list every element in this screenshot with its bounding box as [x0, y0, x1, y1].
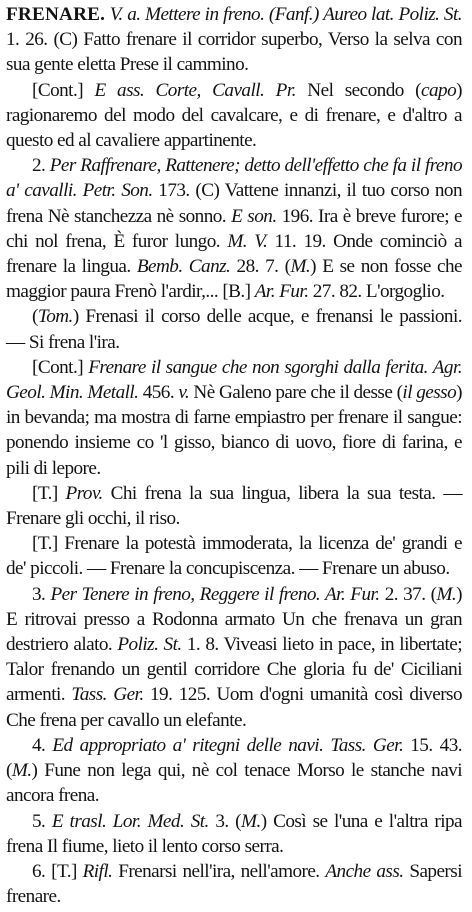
text-run: ) E ritrovai presso a Rodonna armato Un che frenava un gran destriero alato. [6, 583, 462, 656]
text-run: ) Fune non lega qui, nè col tenace Morso le stanche navi ancora frena. [6, 760, 462, 807]
text-run: Sapersi frenare. [6, 860, 462, 908]
text-run: [Cont.] [32, 79, 95, 101]
entry-paragraph-2 [6, 78, 462, 154]
entry-paragraph-6 [6, 481, 462, 531]
entry-paragraph-10 [6, 809, 462, 859]
italic-run: E ass. Corte, Cavall. Pr. [94, 79, 296, 101]
entry-paragraph-1 [6, 2, 462, 78]
text-run: ) in bevanda; ma mostra di farne empiastro per frenare il sangue: ponendo insieme co 'l gisso, bianco di uovo, fiore di farina, e pili di lepore. [6, 382, 462, 479]
entry-paragraph-7 [6, 531, 462, 581]
entry-paragraph-4 [6, 304, 462, 354]
dictionary-entry-frenare [6, 2, 462, 909]
headword: FRENARE. [6, 4, 106, 25]
text-run: ) ragionaremo del modo del cavalcare, e di frenare, e d'altro a questo ed al cavaliere appartinente. [6, 79, 462, 152]
italic-run: E trasl. Lor. Med. St. [51, 810, 209, 832]
italic-run: Anche ass. [325, 860, 404, 882]
text-run: [Cont.] [32, 356, 89, 378]
text-run: 5. [32, 810, 52, 832]
italic-run: M. [290, 256, 311, 278]
text-run: 3. ( [208, 810, 242, 832]
italic-run: Poliz. St. [117, 634, 182, 656]
text-run: 3. [32, 583, 51, 605]
italic-run: Ed appropriato a' ritegni delle navi. Tass. Ger. [52, 734, 404, 756]
italic-run: M. V. [227, 230, 268, 252]
text-run: [T.] Frenare la potestà immoderata, la licenza de' grandi e de' piccoli. — Frenare la concupiscenza. — Frenare un abuso. [6, 533, 462, 580]
text-run: 456. [138, 382, 179, 404]
entry-paragraph-8 [6, 582, 462, 733]
italic-run: M. [436, 583, 457, 605]
italic-run: Frenare il sangue che non sgorghi dalla ferita. Agr. Geol. Min. Metall. [6, 356, 462, 404]
entry-paragraph-9 [6, 733, 462, 809]
italic-run: capo [421, 79, 457, 101]
text-run: Chi frena la sua lingua, libera la sua testa. — Frenare gli occhi, il riso. [6, 482, 462, 530]
text-run: 19. 125. Uom d'ogni umanità così diverso Che frena per cavallo un elefante. [6, 684, 462, 731]
text-run: Nè Galeno pare che il desse ( [189, 382, 403, 404]
text-run: ) Frenasi il corso delle acque, e frenansi le passioni. — Si frena l'ira. [6, 306, 462, 353]
italic-run: Per Tenere in freno, Reggere il freno. Ar. Fur. [50, 583, 380, 605]
text-run: 15. 43. ( [6, 734, 462, 782]
entry-paragraph-11 [6, 859, 462, 909]
italic-run: Tom. [37, 306, 73, 328]
italic-run: Tass. Ger. [71, 684, 144, 706]
italic-run: Per Raffrenare, Rattenere; detto dell'effetto che fa il freno a' cavalli. Petr. Son. [6, 155, 462, 202]
italic-run: v. [178, 382, 190, 404]
text-run: 2. 37. ( [379, 583, 437, 605]
italic-run: M. [241, 810, 261, 832]
text-run: 1. 8. Viveasi lieto in pace, in libertate; Talor frenando un gentil corridore Che gloria fu de' Ciciliani armenti. [6, 634, 462, 706]
italic-run: M. [11, 760, 32, 782]
italic-run: E son. [231, 205, 277, 227]
italic-run: Ar. Fur. [254, 281, 309, 303]
italic-run: Prov. [65, 482, 103, 504]
text-run: 1. 26. (C) Fatto frenare il corridor superbo, Verso la selva con sua gente eletta Prese il cammino. [6, 29, 462, 76]
italic-run: il gesso [402, 382, 457, 404]
text-run: 27. 82. L'orgoglio. [308, 281, 445, 303]
text-run: ( [32, 306, 38, 328]
italic-run: Bemb. Canz. [136, 256, 231, 278]
text-run: 173. (C) Vattene innanzi, il tuo corso non frena Nè stanchezza nè sonno. [6, 180, 462, 227]
italic-run: V. a. Mettere in freno. (Fanf.) Aureo lat. Poliz. St. [109, 4, 463, 25]
entry-paragraph-3 [6, 153, 462, 304]
entry-paragraph-5 [6, 355, 462, 481]
text-run: Nel secondo ( [295, 79, 422, 101]
italic-run: Rifl. [82, 860, 113, 882]
text-run: ) Così se l'una e l'altra ripa frena Il fiume, lieto il lento corso serra. [6, 810, 462, 857]
text-run: ) E se non fosse che maggior paura Frenò l'ardir,... [B.] [6, 256, 463, 303]
text-run: 4. [32, 734, 53, 756]
text-run: [T.] [32, 482, 66, 504]
text-run: 196. Ira è breve furore; e chi nol frena, È furor lungo. [6, 205, 462, 252]
text-run: 11. 19. Onde cominciò a frenare la lingua. [6, 230, 462, 278]
text-run: 28. 7. ( [230, 256, 291, 278]
text-run: 2. [32, 155, 50, 177]
text-run: Frenarsi nell'ira, nell'amore. [112, 860, 326, 882]
text-run: 6. [T.] [32, 860, 83, 882]
